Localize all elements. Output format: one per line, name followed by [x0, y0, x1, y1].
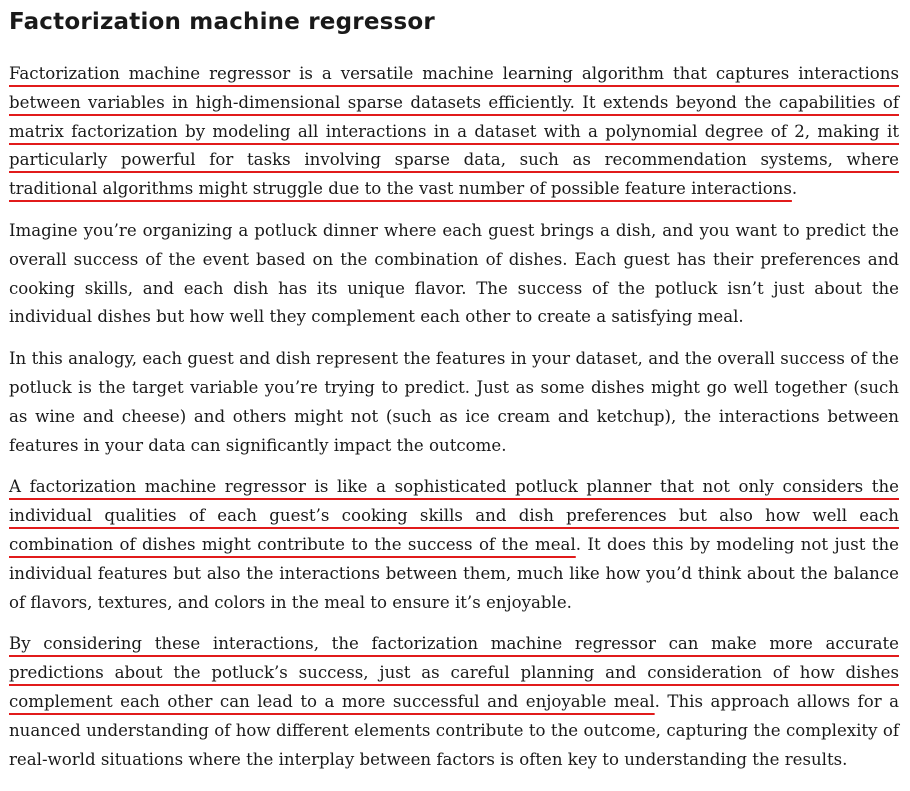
highlighted-text: A factorization machine regressor is like a sophisticated potluck planner that not only considers the individual qualities of each guest’s cooking skills and dish preferences but also how well each combination of dishes might contribute to the success of the meal	[9, 477, 899, 554]
paragraph-1	[9, 60, 899, 204]
paragraph-text: . This approach allows for a nuanced understanding of how different elements contribute to the outcome, capturing the complexity of real-world situations where the interplay between factors is often key to understanding the results.	[9, 691, 899, 769]
highlighted-text: By considering these interactions, the factorization machine regressor can make more accurate predictions about the potluck’s success, just as careful planning and consideration of how dishes complement each other can lead to a more successful and enjoyable meal	[9, 634, 899, 711]
paragraph-3: In this analogy, each guest and dish represent the features in your dataset, and the overall success of the potluck is the target variable you’re trying to predict. Just as some dishes might go well together (such as wine and cheese) and others might not (such as ice cream and ketchup), the interactions between features in your data can significantly impact the outcome.	[9, 349, 899, 455]
paragraph-2: Imagine you’re organizing a potluck dinner where each guest brings a dish, and you want to predict the overall success of the event based on the combination of dishes. Each guest has their preferences and cooking skills, and each dish has its unique flavor. The success of the potluck isn’t just about the individual dishes but how well they complement each other to create a satisfying meal.	[9, 220, 899, 327]
paragraph-5	[9, 630, 899, 774]
paragraph-4	[9, 473, 899, 617]
paragraph-text: . It does this by modeling not just the individual features but also the interactions between them, much like how you’d think about the balance of flavors, textures, and colors in the meal to ensure it’s enjoyable.	[9, 534, 900, 612]
highlighted-text: Factorization machine regressor is a versatile machine learning algorithm that captures interactions between variables in high-dimensional sparse datasets efficiently. It extends beyond the capabilities of matrix factorization by modeling all interactions in a dataset with a polynomial degree of 2, making it particularly powerful for tasks involving sparse data, such as recommendation systems, where traditional algorithms might struggle due to the vast number of possible feature interactions	[9, 64, 899, 199]
document-page	[9, 0, 899, 774]
paragraph-text: .	[791, 179, 798, 199]
section-title: Factorization machine regressor	[9, 9, 435, 35]
